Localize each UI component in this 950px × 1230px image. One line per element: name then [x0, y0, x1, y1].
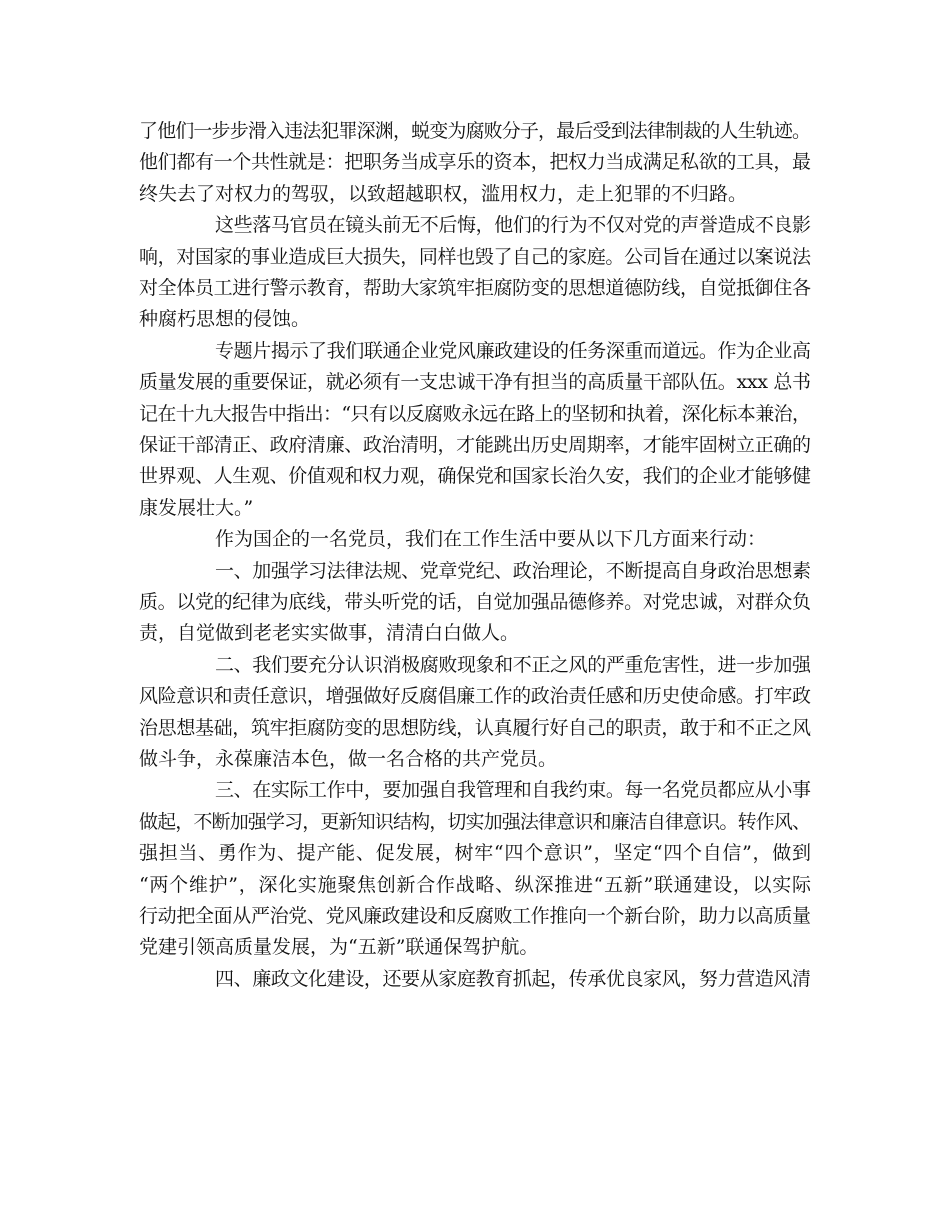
- text-line: 责，自觉做到老老实实做事，清清白白做人。: [139, 622, 520, 644]
- paragraph-first-line: 四、廉政文化建设，还要从家庭教育抓起，传承优良家风，努力营造风清: [215, 968, 811, 990]
- text-line: 他们都有一个共性就是：把职务当成享乐的资本，把权力当成满足私欲的工具，最: [139, 151, 811, 173]
- text-line: 康发展壮大。”: [139, 497, 254, 519]
- text-line: 响，对国家的事业造成巨大损失，同样也毁了自己的家庭。公司旨在通过以案说法: [139, 246, 811, 268]
- text-line: 了他们一步步滑入违法犯罪深渊，蜕变为腐败分子，最后受到法律制裁的人生轨迹。: [139, 120, 811, 142]
- text-line: 质。以党的纪律为底线，带头听党的话，自觉加强品德修养。对党忠诚，对群众负: [139, 591, 811, 613]
- text-line: 世界观、人生观、价值观和权力观，确保党和国家长治久安，我们的企业才能够健: [139, 465, 811, 487]
- text-line: 强担当、勇作为、提产能、促发展，树牢“四个意识”，坚定“四个自信”，做到: [139, 842, 812, 864]
- text-line: “两个维护”，深化实施聚焦创新合作战略、纵深推进“五新”联通建设，以实际: [139, 874, 812, 896]
- paragraph-first-line: 专题片揭示了我们联通企业党风廉政建设的任务深重而道远。作为企业高: [215, 340, 811, 362]
- paragraph-first-line: 一、加强学习法律法规、党章党纪、政治理论，不断提高自身政治思想素: [215, 560, 811, 582]
- text-line: 对全体员工进行警示教育，帮助大家筑牢拒腐防变的思想道德防线，自觉抵御住各: [139, 277, 811, 299]
- text-line: 风险意识和责任意识，增强做好反腐倡廉工作的政治责任感和历史使命感。打牢政: [139, 685, 811, 707]
- paragraph-first-line: 这些落马官员在镜头前无不后悔，他们的行为不仅对党的声誉造成不良影: [215, 214, 811, 236]
- text-line: 行动把全面从严治党、党风廉政建设和反腐败工作推向一个新台阶，助力以高质量: [139, 905, 811, 927]
- text-line: 治思想基础，筑牢拒腐防变的思想防线，认真履行好自己的职责，敢于和不正之风: [139, 717, 811, 739]
- paragraph-first-line: 三、在实际工作中，要加强自我管理和自我约束。每一名党员都应从小事: [215, 779, 811, 801]
- text-line: 做起，不断加强学习，更新知识结构，切实加强法律意识和廉洁自律意识。转作风、: [139, 811, 811, 833]
- text-line: 质量发展的重要保证，就必须有一支忠诚干净有担当的高质量干部队伍。xxx 总书: [139, 371, 811, 393]
- text-line: 做斗争，永葆廉洁本色，做一名合格的共产党员。: [139, 748, 558, 770]
- text-line: 保证干部清正、政府清廉、政治清明，才能跳出历史周期率，才能牢固树立正确的: [139, 434, 811, 456]
- paragraph-first-line: 二、我们要充分认识消极腐败现象和不正之风的严重危害性，进一步加强: [215, 654, 811, 676]
- text-line: 党建引领高质量发展，为“五新”联通保驾护航。: [139, 936, 539, 958]
- text-line: 终失去了对权力的驾驭，以致超越职权，滥用权力，走上犯罪的不归路。: [139, 183, 748, 205]
- paragraph-first-line: 作为国企的一名党员，我们在工作生活中要从以下几方面来行动：: [215, 528, 767, 550]
- text-line: 记在十九大报告中指出：“只有以反腐败永远在路上的坚韧和执着，深化标本兼治，: [139, 403, 811, 425]
- text-line: 种腐朽思想的侵蚀。: [139, 308, 311, 330]
